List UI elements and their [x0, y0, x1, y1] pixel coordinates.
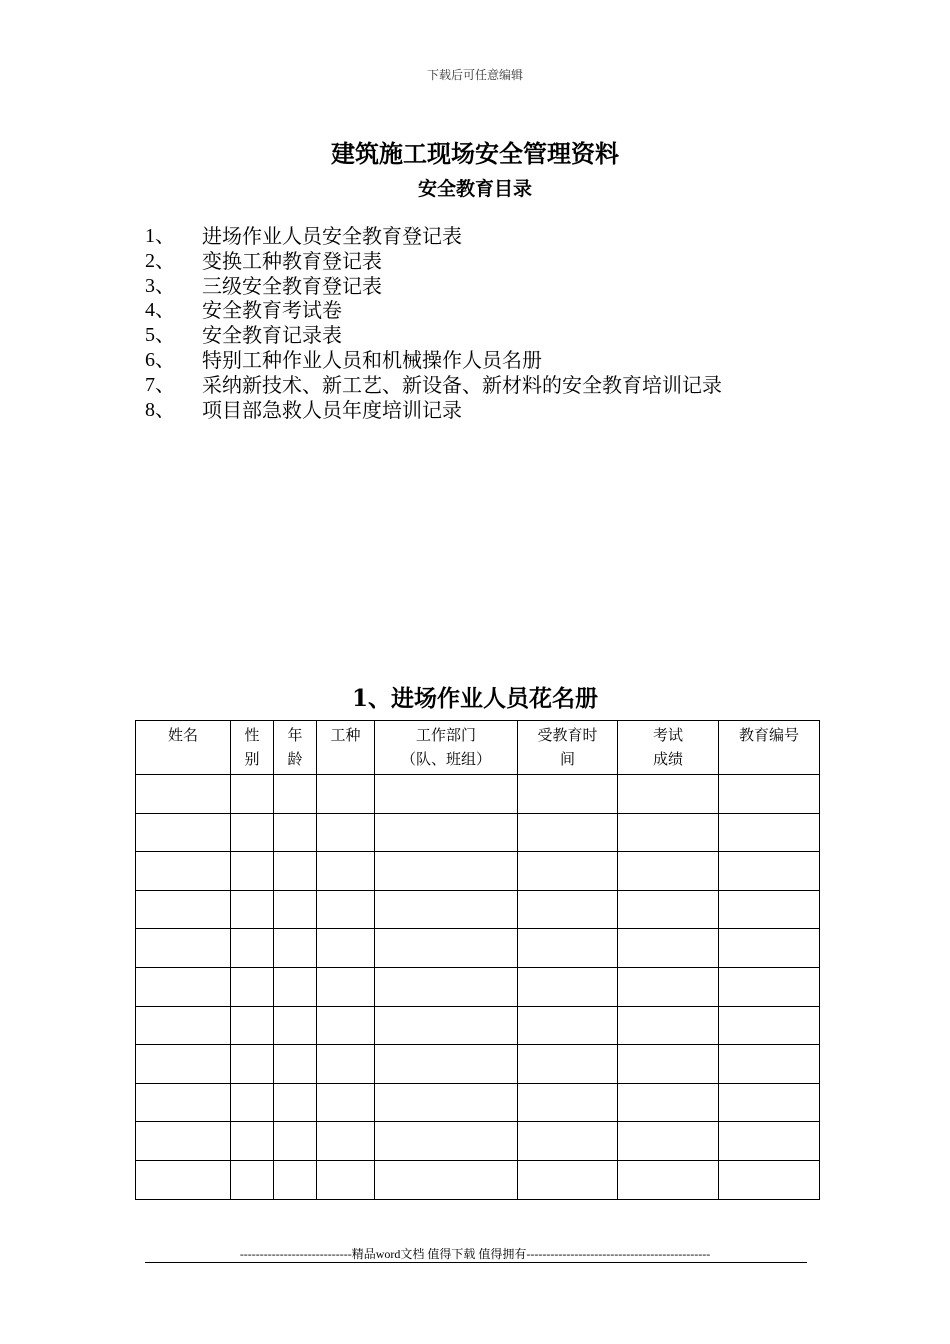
- toc-text: 变换工种教育登记表: [202, 248, 382, 273]
- table-cell[interactable]: [375, 1160, 518, 1199]
- roster-body: [136, 775, 820, 1200]
- table-cell[interactable]: [136, 890, 231, 929]
- table-cell[interactable]: [719, 1160, 820, 1199]
- table-cell[interactable]: [719, 1006, 820, 1045]
- table-row: [136, 967, 820, 1006]
- table-cell[interactable]: [518, 967, 618, 1006]
- table-row: [136, 1083, 820, 1122]
- table-cell[interactable]: [317, 890, 375, 929]
- toc-item: [145, 323, 845, 348]
- document-subtitle: 安全教育目录: [417, 178, 532, 200]
- toc-number: 5、: [145, 324, 175, 347]
- table-cell[interactable]: [618, 1160, 719, 1199]
- table-row: [136, 852, 820, 891]
- table-cell[interactable]: [136, 775, 231, 814]
- table-row: [136, 1160, 820, 1199]
- table-cell[interactable]: [136, 1006, 231, 1045]
- table-cell[interactable]: [231, 852, 274, 891]
- table-cell[interactable]: [136, 929, 231, 968]
- table-cell[interactable]: [518, 1006, 618, 1045]
- table-cell[interactable]: [317, 1160, 375, 1199]
- table-cell[interactable]: [274, 775, 317, 814]
- table-cell[interactable]: [375, 775, 518, 814]
- table-cell[interactable]: [518, 1045, 618, 1084]
- toc-number: 1、: [145, 225, 175, 247]
- table-cell[interactable]: [518, 775, 618, 814]
- toc-item: [145, 298, 845, 323]
- table-cell[interactable]: [518, 852, 618, 891]
- table-cell[interactable]: [231, 929, 274, 968]
- table-cell[interactable]: [518, 1083, 618, 1122]
- table-cell[interactable]: [618, 1006, 719, 1045]
- table-cell[interactable]: [274, 1045, 317, 1084]
- table-cell[interactable]: [719, 1122, 820, 1161]
- toc-number: 4、: [145, 299, 175, 322]
- toc-text: 采纳新技术、新工艺、新设备、新材料的安全教育培训记录: [202, 372, 722, 397]
- table-cell[interactable]: [618, 775, 719, 814]
- table-cell[interactable]: [231, 1122, 274, 1161]
- table-cell[interactable]: [618, 1122, 719, 1161]
- header-age: 年 龄: [274, 721, 317, 775]
- table-cell[interactable]: [274, 890, 317, 929]
- table-cell[interactable]: [317, 1006, 375, 1045]
- table-cell[interactable]: [317, 929, 375, 968]
- table-cell[interactable]: [375, 813, 518, 852]
- toc-text: 安全教育考试卷: [202, 298, 342, 323]
- table-cell[interactable]: [136, 1045, 231, 1084]
- table-cell[interactable]: [274, 1006, 317, 1045]
- table-cell[interactable]: [518, 813, 618, 852]
- table-cell[interactable]: [518, 890, 618, 929]
- table-cell[interactable]: [274, 1122, 317, 1161]
- table-cell[interactable]: [317, 1045, 375, 1084]
- table-cell[interactable]: [618, 929, 719, 968]
- table-cell[interactable]: [274, 929, 317, 968]
- table-cell[interactable]: [136, 852, 231, 891]
- table-cell[interactable]: [518, 1122, 618, 1161]
- table-cell[interactable]: [719, 775, 820, 814]
- table-cell[interactable]: [375, 890, 518, 929]
- header-gender: 性 别: [231, 721, 274, 775]
- table-cell[interactable]: [317, 1122, 375, 1161]
- table-cell[interactable]: [719, 852, 820, 891]
- table-cell[interactable]: [719, 890, 820, 929]
- table-cell[interactable]: [317, 813, 375, 852]
- toc-text: 项目部急救人员年度培训记录: [202, 397, 462, 422]
- table-cell[interactable]: [231, 775, 274, 814]
- header-name: 姓名: [136, 721, 231, 775]
- table-cell[interactable]: [317, 775, 375, 814]
- table-cell[interactable]: [231, 1006, 274, 1045]
- header-education-time: 受教育时 间: [518, 721, 618, 775]
- table-cell[interactable]: [274, 852, 317, 891]
- toc-item: [145, 373, 845, 398]
- table-cell[interactable]: [231, 1083, 274, 1122]
- table-row: [136, 813, 820, 852]
- table-cell[interactable]: [719, 1083, 820, 1122]
- table-cell[interactable]: [375, 967, 518, 1006]
- table-cell[interactable]: [136, 813, 231, 852]
- table-cell[interactable]: [375, 929, 518, 968]
- table-row: [136, 1006, 820, 1045]
- header-education-number: 教育编号: [719, 721, 820, 775]
- table-cell[interactable]: [231, 890, 274, 929]
- header-trade: 工种: [317, 721, 375, 775]
- table-cell[interactable]: [317, 967, 375, 1006]
- toc-text: 安全教育记录表: [202, 323, 342, 348]
- toc-item: [145, 398, 845, 423]
- toc-number: 8、: [145, 398, 175, 421]
- table-cell[interactable]: [375, 1045, 518, 1084]
- toc-number: 2、: [145, 249, 175, 272]
- header-note: 下载后可任意编辑: [426, 68, 523, 82]
- table-cell[interactable]: [136, 1122, 231, 1161]
- toc-text: 三级安全教育登记表: [202, 273, 382, 298]
- table-row: [136, 1045, 820, 1084]
- table-cell[interactable]: [231, 967, 274, 1006]
- toc-item: [145, 224, 845, 249]
- footer-text: ----------------------------精品word文档 值得下载 值得拥有----------------------------------------------: [239, 1247, 711, 1261]
- table-cell[interactable]: [719, 929, 820, 968]
- table-cell[interactable]: [317, 852, 375, 891]
- table-cell[interactable]: [274, 1083, 317, 1122]
- table-cell[interactable]: [618, 813, 719, 852]
- table-cell[interactable]: [375, 1122, 518, 1161]
- table-cell[interactable]: [375, 1083, 518, 1122]
- table-cell[interactable]: [719, 813, 820, 852]
- table-cell[interactable]: [719, 1045, 820, 1084]
- table-cell[interactable]: [518, 929, 618, 968]
- table-cell[interactable]: [618, 967, 719, 1006]
- table-cell[interactable]: [618, 890, 719, 929]
- toc-item: [145, 348, 845, 373]
- table-of-contents: [145, 224, 845, 422]
- roster-table: [135, 720, 820, 1200]
- table-cell[interactable]: [231, 1045, 274, 1084]
- header-department: 工作部门 （队、班组）: [375, 721, 518, 775]
- table-row: [136, 1122, 820, 1161]
- toc-number: 3、: [145, 274, 175, 297]
- toc-number: 7、: [145, 373, 175, 396]
- table-cell[interactable]: [719, 967, 820, 1006]
- table-header-row: [136, 721, 820, 775]
- table-row: [136, 929, 820, 968]
- header-exam-score: 考试 成绩: [618, 721, 719, 775]
- table-cell[interactable]: [518, 1160, 618, 1199]
- table-cell[interactable]: [317, 1083, 375, 1122]
- table-cell[interactable]: [231, 1160, 274, 1199]
- toc-text: 进场作业人员安全教育登记表: [202, 224, 462, 248]
- table-cell[interactable]: [375, 852, 518, 891]
- toc-item: [145, 274, 845, 299]
- section-title: 1、进场作业人员花名册: [351, 685, 598, 712]
- table-row: [136, 775, 820, 814]
- table-cell[interactable]: [618, 852, 719, 891]
- table-cell[interactable]: [231, 813, 274, 852]
- toc-item: [145, 249, 845, 274]
- table-cell[interactable]: [274, 967, 317, 1006]
- toc-number: 6、: [145, 348, 175, 371]
- table-cell[interactable]: [274, 813, 317, 852]
- toc-text: 特别工种作业人员和机械操作人员名册: [202, 347, 542, 372]
- table-cell[interactable]: [618, 1083, 719, 1122]
- table-cell[interactable]: [136, 1160, 231, 1199]
- footer-divider: [145, 1262, 807, 1263]
- table-row: [136, 890, 820, 929]
- document-title: 建筑施工现场安全管理资料: [331, 140, 619, 168]
- table-cell[interactable]: [136, 967, 231, 1006]
- table-cell[interactable]: [136, 1083, 231, 1122]
- table-cell[interactable]: [375, 1006, 518, 1045]
- table-cell[interactable]: [274, 1160, 317, 1199]
- table-cell[interactable]: [618, 1045, 719, 1084]
